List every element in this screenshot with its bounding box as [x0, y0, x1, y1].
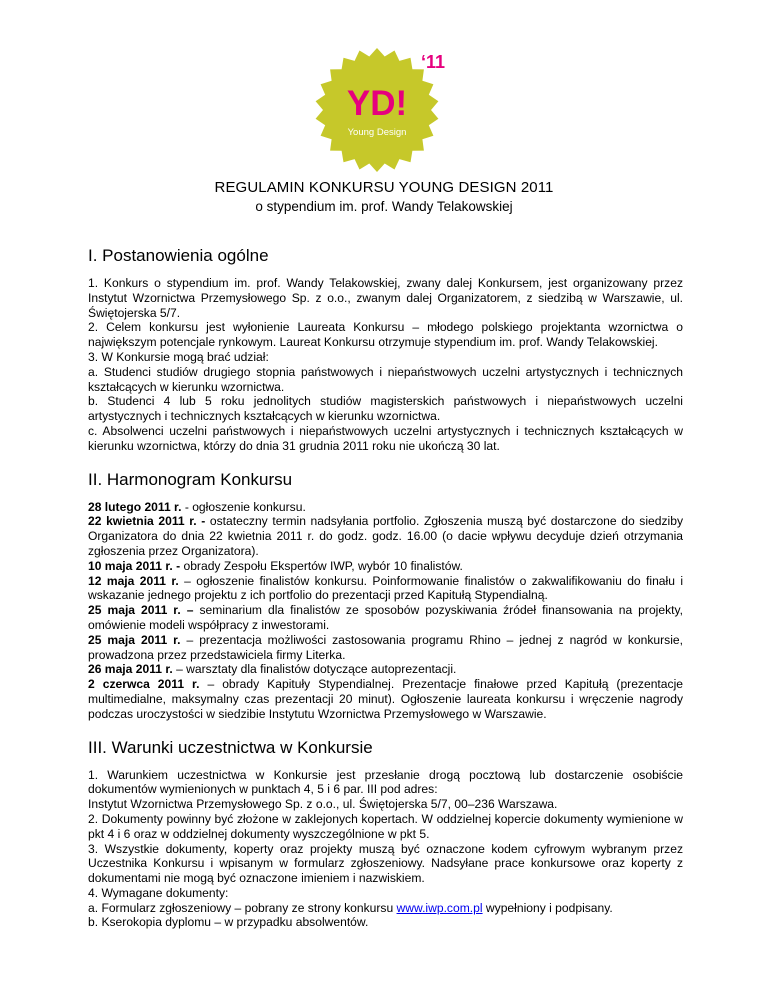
- schedule-text: seminarium dla finalistów ze sposobów pozyskiwania źródeł finansowania na projekty, omówienie modeli współpracy z inwestorami.: [88, 603, 683, 632]
- paragraph: 4. Wymagane dokumenty:: [88, 885, 229, 900]
- document-title: REGULAMIN KONKURSU YOUNG DESIGN 2011: [214, 179, 554, 196]
- document-subtitle: o stypendium im. prof. Wandy Telakowskiej: [255, 199, 513, 214]
- schedule-date: 28 lutego 2011 r.: [88, 499, 182, 514]
- section-general-provisions: [88, 246, 683, 454]
- paragraph: 3. Wszystkie dokumenty, koperty oraz projekty muszą być oznaczone kodem cyfrowym wybranym przez Uczestnika Konkursu i wpisanym w formularz zgłoszeniowy. Nadsyłane prace konkursowe oraz koperty z dokumentami nie mogą być oznaczone imieniem i nazwiskiem.: [88, 841, 683, 886]
- schedule-date: 10 maja 2011 r. -: [88, 558, 181, 573]
- document-body: [88, 246, 683, 946]
- schedule-date: 25 maja 2011 r. –: [88, 603, 194, 618]
- schedule-item: [88, 574, 683, 604]
- paragraph-text: a. Formularz zgłoszeniowy – pobrany ze strony konkursu: [88, 900, 397, 915]
- schedule-item: [88, 559, 683, 574]
- schedule-item: [88, 500, 683, 515]
- section-heading: I. Postanowienia ogólne: [88, 246, 269, 265]
- schedule-text: – prezentacja możliwości zastosowania programu Rhino – jednej z nagród w konkursie, prowadzona przez przedstawiciela firmy Literka.: [88, 632, 683, 662]
- paragraph: b. Studenci 4 lub 5 roku jednolitych studiów magisterskich państwowych i niepaństwowych uczelni artystycznych i technicznych kształcących w kierunku wzornictwa.: [88, 394, 683, 424]
- schedule-item: [88, 677, 683, 721]
- paragraph: 1. Warunkiem uczestnictwa w Konkursie jest przesłanie drogą pocztową lub dostarczenie osobiście dokumentów wymienionych w punktach 4, 5 i 6 par. III pod adres:: [88, 767, 683, 797]
- schedule-text: obrady Zespołu Ekspertów IWP, wybór 10 finalistów.: [180, 558, 463, 573]
- paragraph-text: wypełniony i podpisany.: [482, 900, 613, 915]
- schedule-item: [88, 603, 683, 633]
- section-heading: II. Harmonogram Konkursu: [88, 469, 293, 489]
- schedule-date: 26 maja 2011 r.: [88, 662, 173, 677]
- section-participation-conditions: [88, 738, 683, 931]
- logo-mark: YD!: [346, 84, 408, 123]
- paragraph: a. Studenci studiów drugiego stopnia państwowych i niepaństwowych uczelni artystycznych i technicznych kształcących w kierunku wzornictwa.: [88, 364, 683, 394]
- schedule-date: 2 czerwca 2011 r.: [88, 677, 200, 692]
- paragraph: 3. W Konkursie mogą brać udział:: [88, 349, 269, 364]
- paragraph: 1. Konkurs o stypendium im. prof. Wandy Telakowskiej, zwany dalej Konkursem, jest organizowany przez Instytut Wzornictwa Przemysłowego Sp. z o.o., zwanym dalej Organizatorem, z siedzibą w Warszawie, ul. Świętojerska 5/7.: [88, 276, 683, 320]
- schedule-text: ostateczny termin nadsyłania portfolio. Zgłoszenia muszą być dostarczone do siedziby Organizatora do dnia 22 kwietnia 2011 r. do godz. godz. 16.00 (o dacie wpływu decyduje dzień otrzymania zgłoszenia przez Organizatora).: [88, 514, 683, 558]
- schedule-date: 12 maja 2011 r.: [88, 573, 179, 588]
- paragraph: Instytut Wzornictwa Przemysłowego Sp. z o.o., ul. Świętojerska 5/7, 00–236 Warszawa.: [88, 797, 558, 812]
- schedule-text: – ogłoszenie finalistów konkursu. Poinformowanie finalistów o zakwalifikowaniu do finału i wskazanie jednego projektu z ich portfolio do prezentacji przed Kapitułą Stypendialną.: [88, 573, 684, 603]
- paragraph: 2. Dokumenty powinny być złożone w zaklejonych kopertach. W oddzielnej kopercie dokumenty wymienione w pkt 4 i 6 oraz w oddzielnej dokumenty wyszczególnione w pkt 5.: [88, 811, 683, 841]
- schedule-item: [88, 514, 683, 558]
- schedule-text: - ogłoszenie konkursu.: [181, 499, 306, 514]
- section-schedule: [88, 470, 683, 722]
- schedule-date: 22 kwietnia 2011 r. -: [88, 514, 206, 529]
- schedule-text: – obrady Kapituły Stypendialnej. Prezentacje finałowe przed Kapitułą (prezentacje multimedialne, maksymalny czas prezentacji 20 minut). Ogłoszenie laureata konkursu i wręczenie nagrody podczas uroczystości w siedzibie Instytutu Wzornictwa Przemysłowego w Warszawie.: [88, 677, 683, 721]
- schedule-text: – warsztaty dla finalistów dotyczące autoprezentacji.: [172, 662, 457, 677]
- logo-name: Young Design: [347, 127, 407, 138]
- young-design-logo: [313, 32, 463, 182]
- paragraph: b. Kserokopia dyplomu – w przypadku absolwentów.: [88, 915, 369, 930]
- paragraph: 2. Celem konkursu jest wyłonienie Laureata Konkursu – młodego polskiego projektanta wzornictwa o największym potencjale rynkowym. Laureat Konkursu otrzymuje stypendium im. prof. Wandy Telakowskiej.: [88, 320, 683, 350]
- paragraph: c. Absolwenci uczelni państwowych i niepaństwowych uczelni artystycznych i technicznych kształcących w kierunku wzornictwa, którzy do dnia 31 grudnia 2011 roku nie ukończą 30 lat.: [88, 423, 683, 453]
- schedule-date: 25 maja 2011 r.: [88, 632, 181, 647]
- schedule-item: [88, 662, 683, 677]
- paragraph: [88, 901, 683, 916]
- section-heading: III. Warunki uczestnictwa w Konkursie: [88, 737, 373, 757]
- schedule-item: [88, 633, 683, 663]
- logo-year: ‘11: [421, 52, 446, 72]
- website-link[interactable]: www.iwp.com.pl: [396, 900, 483, 915]
